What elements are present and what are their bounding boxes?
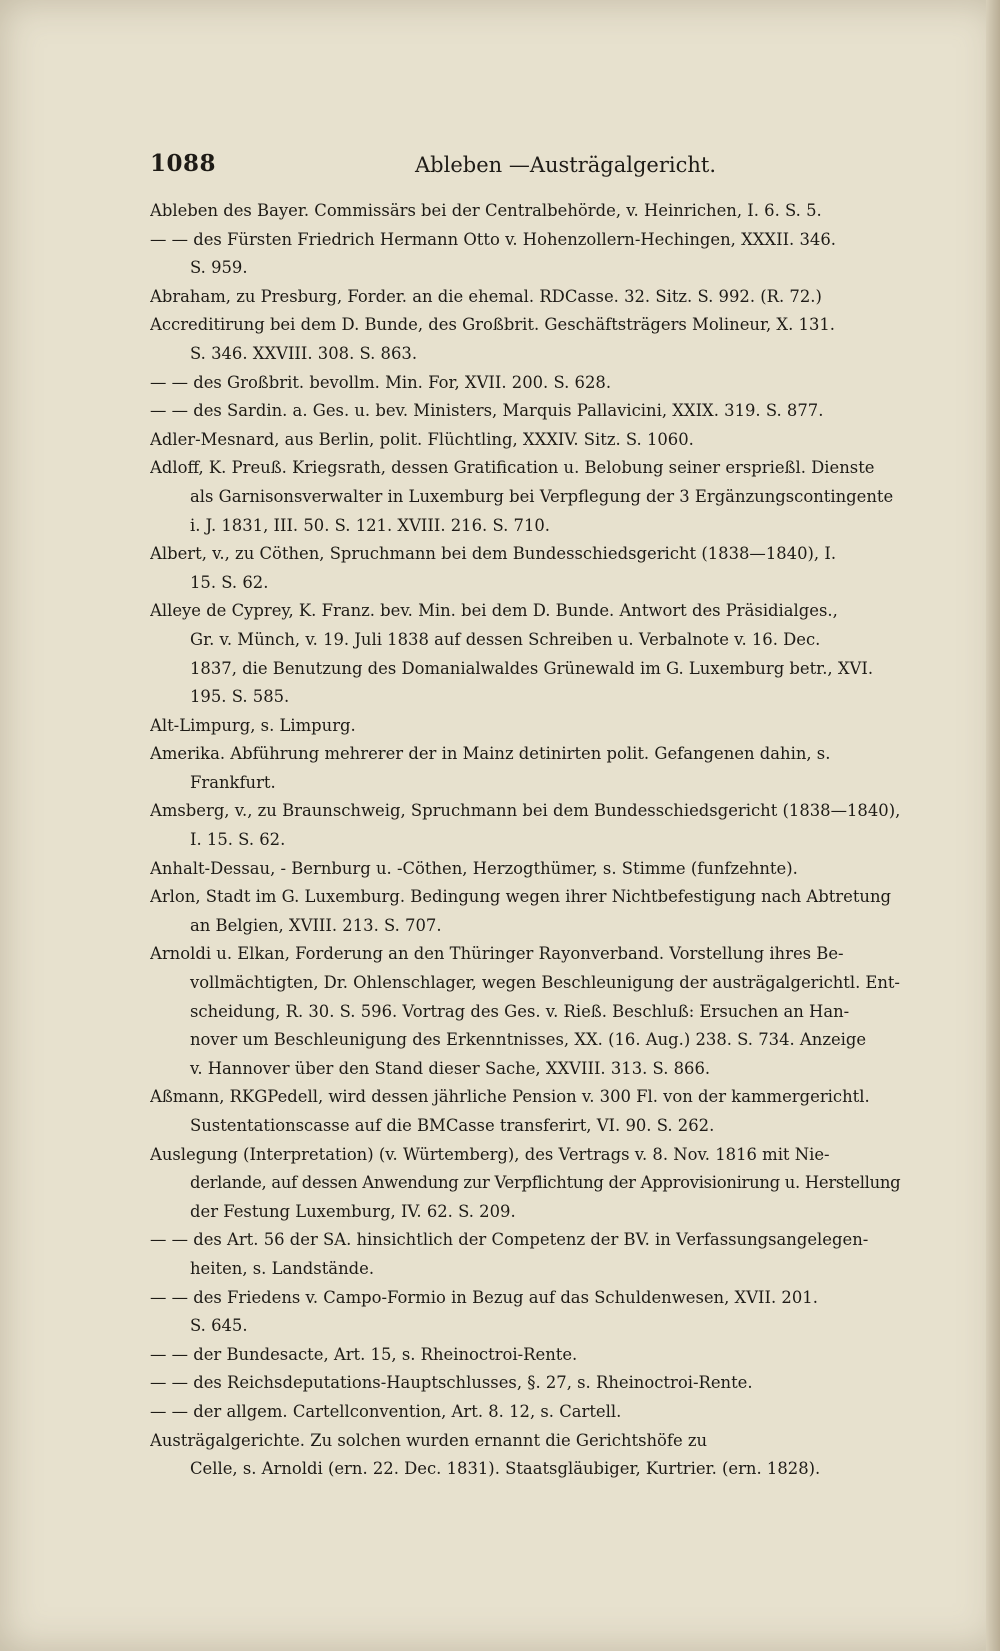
- index-line: Arlon, Stadt im G. Luxemburg. Bedingung wegen ihrer Nichtbefestigung nach Abtretung: [150, 887, 892, 907]
- index-line: Accreditirung bei dem D. Bunde, des Großbrit. Geschäftsträgers Molineur, X. 131.: [150, 315, 836, 335]
- running-head: Ableben —Austrägalgericht.: [415, 153, 716, 177]
- index-line: Alleye de Cyprey, K. Franz. bev. Min. bei dem D. Bunde. Antwort des Präsidialges.,: [150, 601, 838, 621]
- index-line: an Belgien, XVIII. 213. S. 707.: [190, 915, 442, 935]
- index-line: 195. S. 585.: [190, 687, 290, 707]
- index-line: Adloff, K. Preuß. Kriegsrath, dessen Gratification u. Belobung seiner ersprießl. Dienste: [150, 458, 875, 478]
- index-line: — — der Bundesacte, Art. 15, s. Rheinoctroi-Rente.: [150, 1344, 578, 1364]
- index-line: I. 15. S. 62.: [190, 830, 286, 850]
- index-line: S. 346. XXVIII. 308. S. 863.: [190, 343, 418, 363]
- index-line: Aßmann, RKGPedell, wird dessen jährliche Pension v. 300 Fl. von der kammergerichtl.: [150, 1087, 870, 1107]
- index-line: Frankfurt.: [190, 772, 276, 792]
- index-entries: [150, 197, 950, 1484]
- index-line: 1837, die Benutzung des Domanialwaldes Grünewald im G. Luxemburg betr., XVI.: [190, 658, 874, 678]
- index-line: scheidung, R. 30. S. 596. Vortrag des Ges. v. Rieß. Beschluß: Ersuchen an Han-: [190, 1001, 850, 1021]
- index-line: i. J. 1831, III. 50. S. 121. XVIII. 216. S. 710.: [190, 515, 551, 535]
- index-line: als Garnisonsverwalter in Luxemburg bei Verpflegung der 3 Ergänzungscontingente: [190, 486, 894, 506]
- index-line: Amsberg, v., zu Braunschweig, Spruchmann bei dem Bundesschiedsgericht (1838—1840),: [150, 801, 901, 821]
- page-number: 1088: [150, 150, 217, 177]
- index-line: — — des Friedens v. Campo-Formio in Bezug auf das Schuldenwesen, XVII. 201.: [150, 1287, 818, 1307]
- index-line: Abraham, zu Presburg, Forder. an die ehemal. RDCasse. 32. Sitz. S. 992. (R. 72.): [150, 286, 822, 306]
- index-line: — — des Großbrit. bevollm. Min. For, XVII. 200. S. 628.: [150, 372, 612, 392]
- index-line: Amerika. Abführung mehrerer der in Mainz detinirten polit. Gefangenen dahin, s.: [150, 744, 831, 764]
- index-line: Adler-Mesnard, aus Berlin, polit. Flüchtling, XXXIV. Sitz. S. 1060.: [150, 429, 694, 449]
- index-line: Gr. v. Münch, v. 19. Juli 1838 auf dessen Schreiben u. Verbalnote v. 16. Dec.: [190, 629, 821, 649]
- index-line: Auslegung (Interpretation) (v. Würtemberg), des Vertrags v. 8. Nov. 1816 mit Nie-: [150, 1144, 830, 1164]
- index-line: heiten, s. Landstände.: [190, 1258, 375, 1278]
- index-line: v. Hannover über den Stand dieser Sache, XXVIII. 313. S. 866.: [190, 1058, 711, 1078]
- index-line: Albert, v., zu Cöthen, Spruchmann bei dem Bundesschiedsgericht (1838—1840), I.: [150, 544, 837, 564]
- index-line: — — des Art. 56 der SA. hinsichtlich der Competenz der BV. in Verfassungsangelegen-: [150, 1230, 869, 1250]
- index-line: — — des Fürsten Friedrich Hermann Otto v. Hohenzollern-Hechingen, XXXII. 346.: [150, 229, 836, 249]
- index-line: derlande, auf dessen Anwendung zur Verpflichtung der Approvisionirung u. Herstellung: [190, 1173, 901, 1193]
- index-line: S. 959.: [190, 258, 248, 278]
- index-line: Ableben des Bayer. Commissärs bei der Centralbehörde, v. Heinrichen, I. 6. S. 5.: [150, 201, 822, 220]
- index-line: — — des Sardin. a. Ges. u. bev. Ministers, Marquis Pallavicini, XXIX. 319. S. 877.: [150, 401, 824, 421]
- index-line: Austrägalgerichte. Zu solchen wurden ernannt die Gerichtshöfe zu: [150, 1430, 708, 1450]
- page-edge: [986, 0, 1000, 1651]
- index-line: nover um Beschleunigung des Erkenntnisses, XX. (16. Aug.) 238. S. 734. Anzeige: [190, 1030, 867, 1050]
- index-line: 15. S. 62.: [190, 572, 269, 592]
- index-line: vollmächtigten, Dr. Ohlenschlager, wegen Beschleunigung der austrägalgerichtl. Ent-: [190, 973, 900, 993]
- index-line: Celle, s. Arnoldi (ern. 22. Dec. 1831). Staatsgläubiger, Kurtrier. (ern. 1828).: [190, 1459, 821, 1479]
- index-line: Sustentationscasse auf die BMCasse transferirt, VI. 90. S. 262.: [190, 1116, 715, 1135]
- index-line: Anhalt-Dessau, - Bernburg u. -Cöthen, Herzogthümer, s. Stimme (funfzehnte).: [150, 858, 798, 878]
- page-header: [150, 150, 945, 190]
- index-line: S. 645.: [190, 1316, 248, 1336]
- index-line: — — der allgem. Cartellconvention, Art. 8. 12, s. Cartell.: [150, 1401, 622, 1421]
- index-line: Arnoldi u. Elkan, Forderung an den Thüringer Rayonverband. Vorstellung ihres Be-: [150, 944, 844, 964]
- index-line: Alt-Limpurg, s. Limpurg.: [150, 715, 356, 735]
- index-line: — — des Reichsdeputations-Hauptschlusses, §. 27, s. Rheinoctroi-Rente.: [150, 1373, 753, 1393]
- index-line: der Festung Luxemburg, IV. 62. S. 209.: [190, 1201, 516, 1221]
